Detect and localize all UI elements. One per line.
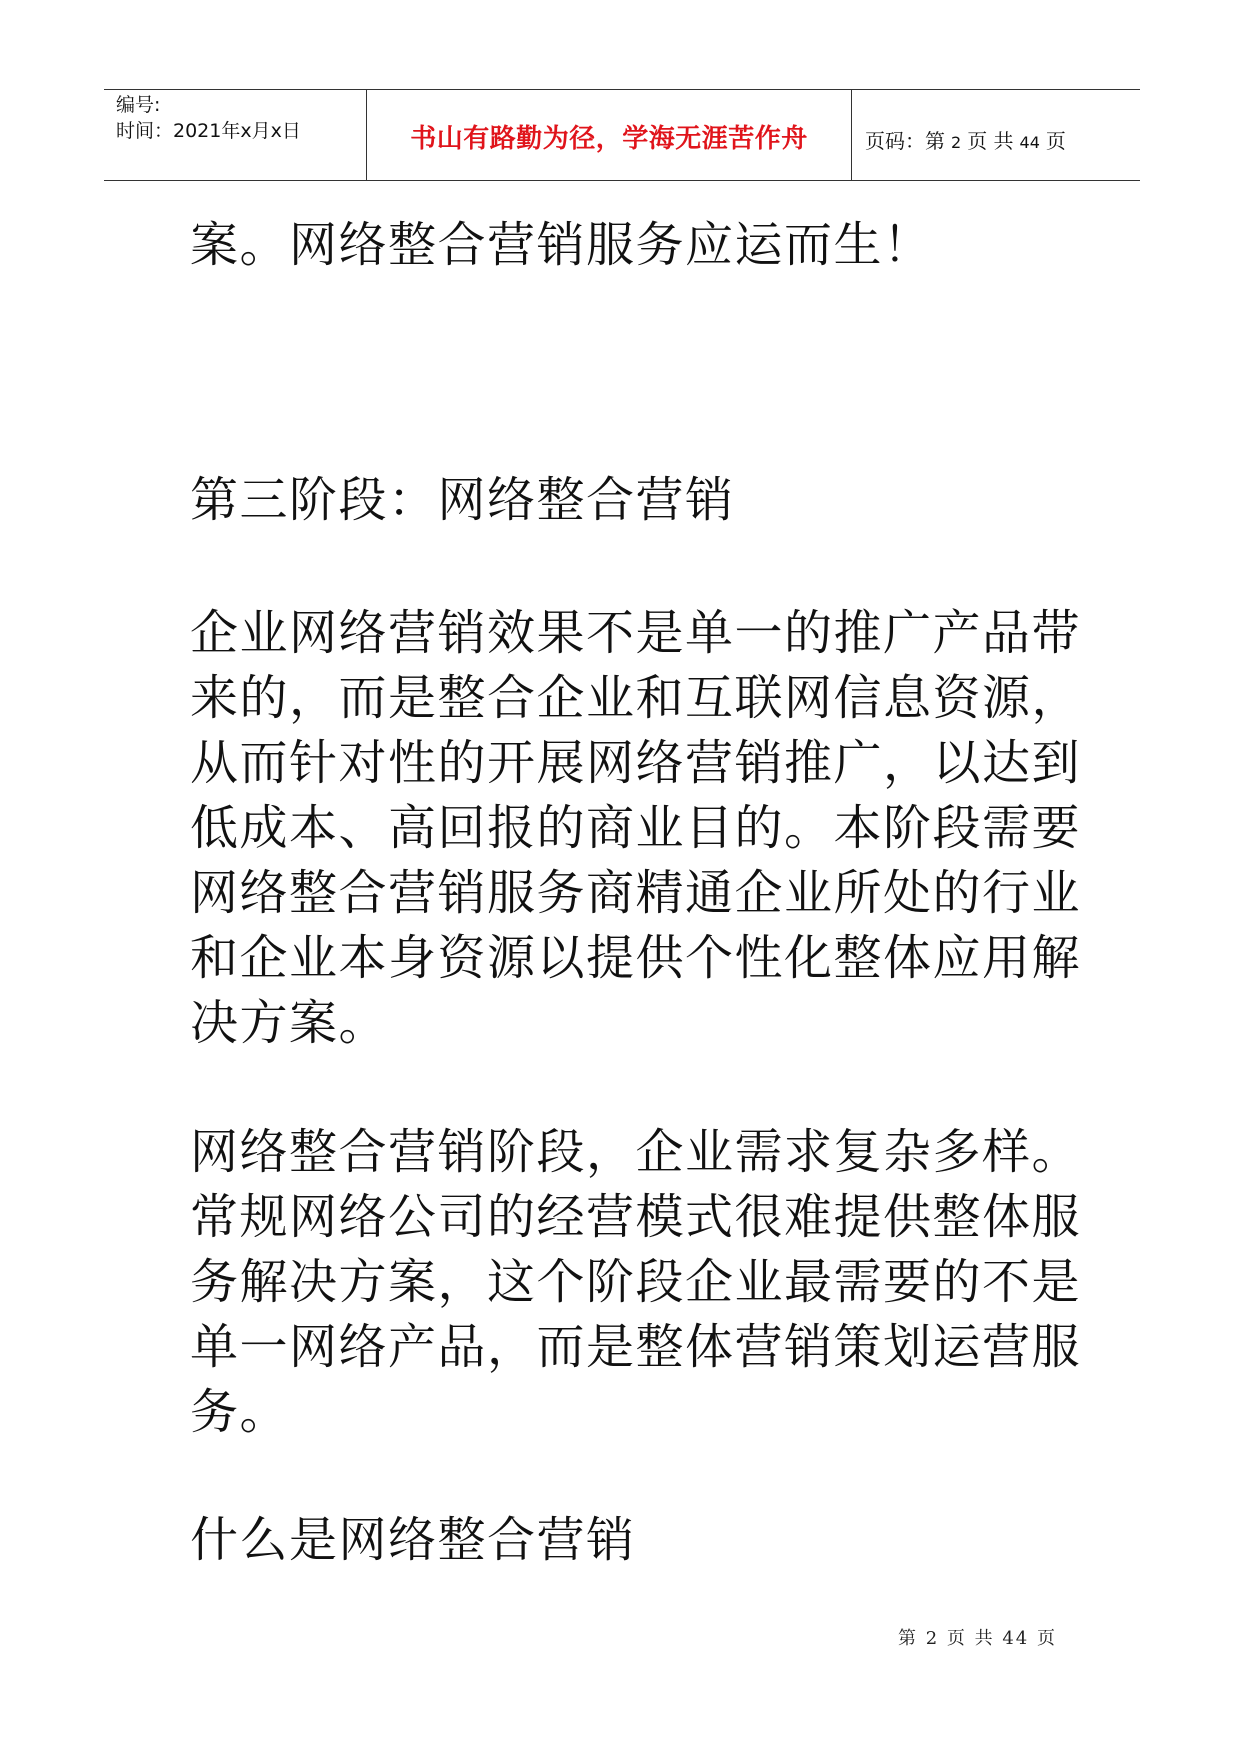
- page-mid: 页 共: [967, 129, 1014, 153]
- page-current: 2: [951, 133, 962, 152]
- section-heading-stage-three: 第三阶段：网络整合营销: [190, 472, 735, 528]
- page-total: 44: [1019, 133, 1040, 152]
- section-heading-what-is: 什么是网络整合营销: [190, 1512, 636, 1568]
- date-label: 时间：2021年x月x日: [116, 120, 301, 142]
- paragraph-integrated-marketing: 网络整合营销阶段，企业需求复杂多样。常规网络公司的经营模式很难提供整体服务解决方案，这个阶段企业最需要的不是单一网络产品，而是整体营销策划运营服务。: [190, 1124, 1082, 1440]
- serial-number-label: 编号:: [116, 94, 161, 116]
- motto-text: 书山有路勤为径，学海无涯苦作舟: [410, 124, 808, 154]
- document-header: [104, 89, 1140, 181]
- page-prefix: 页码：第: [865, 129, 945, 153]
- header-meta-cell: [104, 90, 367, 180]
- page-footer: 第 2 页 共 44 页: [898, 1628, 1057, 1649]
- page-suffix: 页: [1045, 129, 1066, 153]
- continued-line: 案。网络整合营销服务应运而生！: [190, 217, 933, 273]
- header-page-cell: [853, 90, 1140, 180]
- header-page-number: [865, 125, 1066, 154]
- paragraph-stage-three: 企业网络营销效果不是单一的推广产品带来的，而是整合企业和互联网信息资源，从而针对性的开展网络营销推广，以达到低成本、高回报的商业目的。本阶段需要网络整合营销服务商精通企业所处的行业和企业本身资源以提供个性化整体应用解决方案。: [190, 605, 1082, 1051]
- header-motto-cell: [367, 90, 852, 180]
